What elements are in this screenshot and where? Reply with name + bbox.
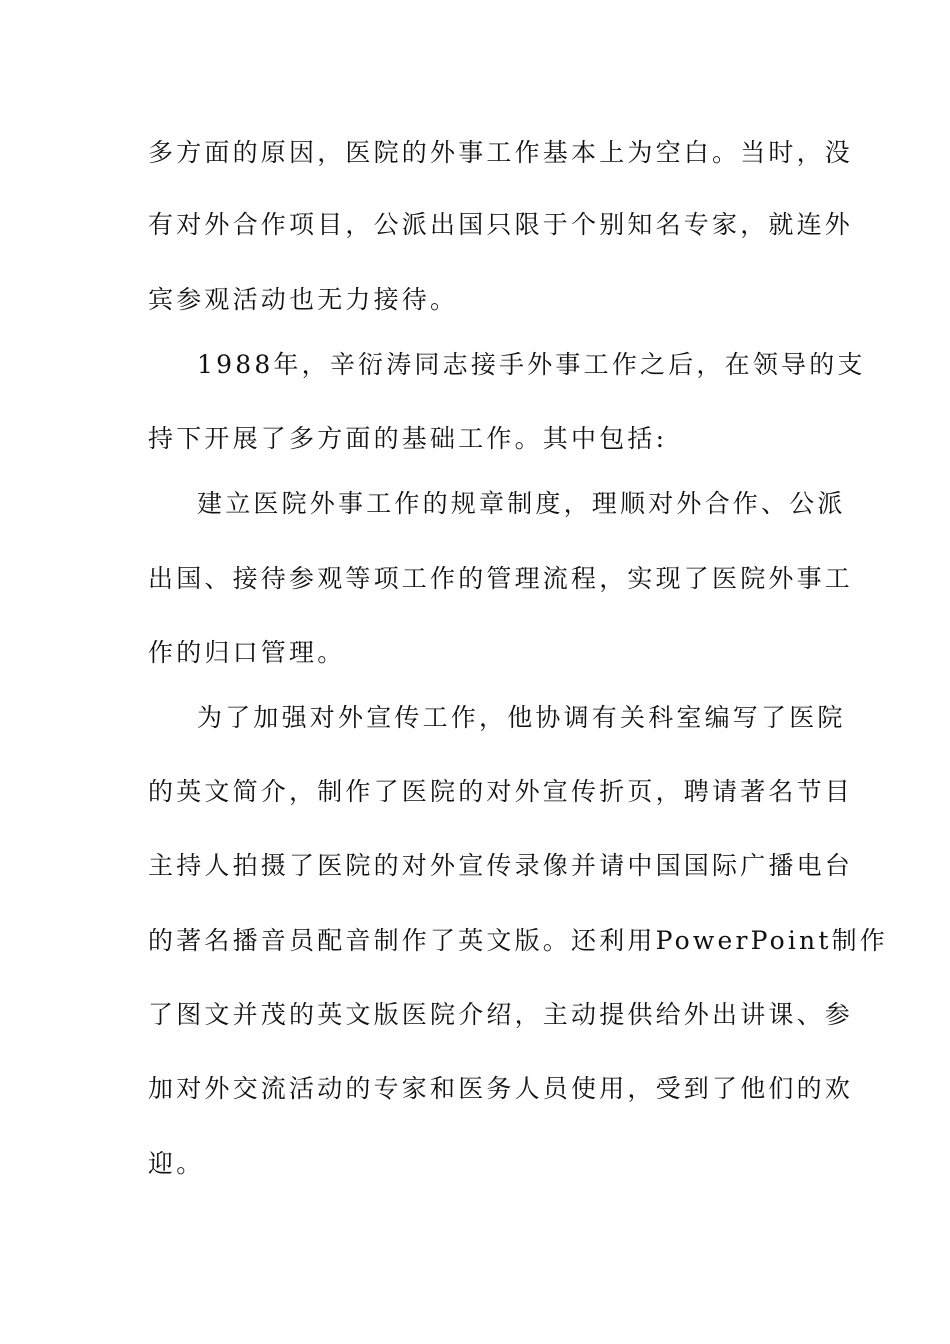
text-line: 的著名播音员配音制作了英文版。还利用PowerPoint制作	[148, 926, 889, 955]
text-line: 持下开展了多方面的基础工作。其中包括:	[148, 424, 668, 453]
text-line: 出国、接待参观等项工作的管理流程，实现了医院外事工	[148, 564, 854, 593]
text-line: 了图文并茂的英文版医院介绍，主动提供给外出讲课、参	[148, 1000, 854, 1029]
text-line: 作的归口管理。	[148, 638, 346, 667]
text-line: 迎。	[148, 1149, 205, 1178]
text-line: 为了加强对外宣传工作，他协调有关科室编写了医院	[197, 703, 846, 732]
text-line: 的英文简介，制作了医院的对外宣传折页，聘请著名节目	[148, 777, 854, 806]
text-line: 多方面的原因，医院的外事工作基本上为空白。当时，没	[148, 138, 854, 167]
text-line: 加对外交流活动的专家和医务人员使用，受到了他们的欢	[148, 1074, 854, 1103]
text-line: 主持人拍摄了医院的对外宣传录像并请中国国际广播电台	[148, 851, 854, 880]
text-line: 1988年，辛衍涛同志接手外事工作之后，在领导的支	[197, 350, 866, 379]
text-line: 有对外合作项目，公派出国只限于个别知名专家，就连外	[148, 210, 854, 239]
text-line: 建立医院外事工作的规章制度，理顺对外合作、公派	[197, 489, 846, 518]
text-line: 宾参观活动也无力接待。	[148, 285, 459, 314]
